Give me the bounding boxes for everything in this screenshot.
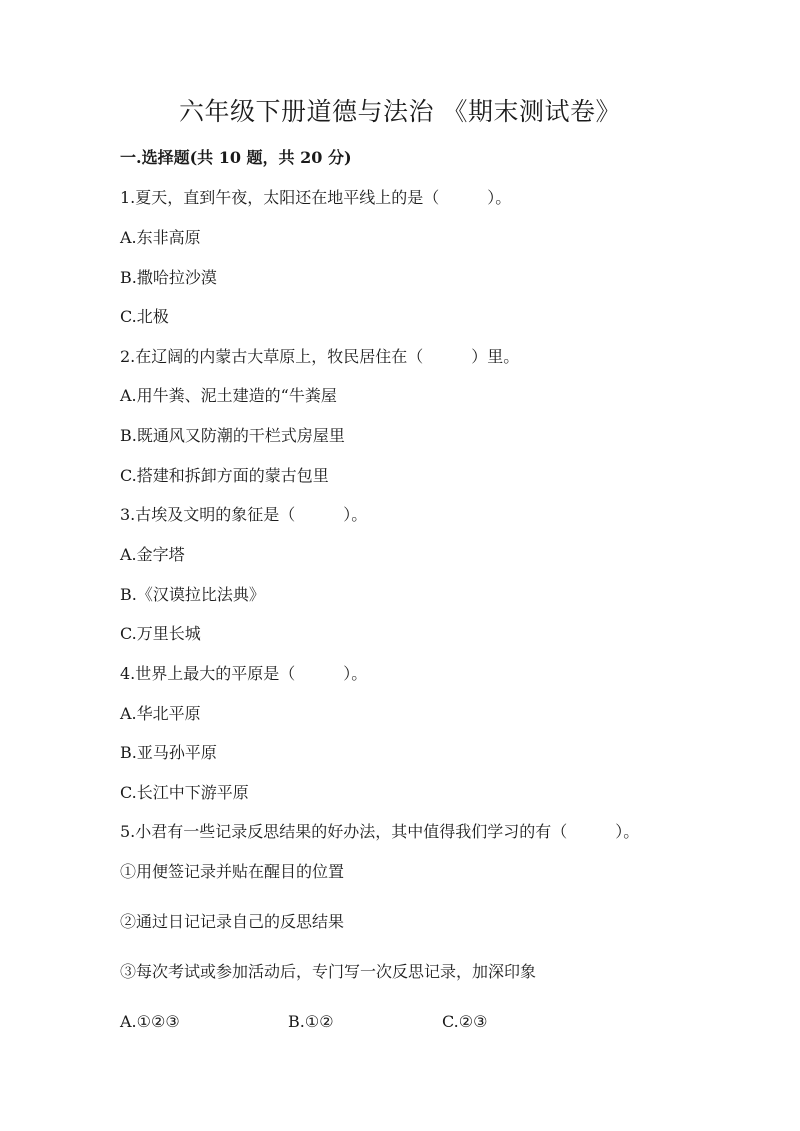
question-3-option-b: B.《汉谟拉比法典》 [120, 585, 265, 604]
question-5-statement-2: ②通过日记记录自己的反思结果 [120, 912, 345, 931]
section-heading: 一.选择题(共 10 题，共 20 分) [120, 148, 352, 167]
question-3-option-a: A.金字塔 [120, 545, 185, 564]
question-5-option-c: C.②③ [442, 1012, 488, 1031]
question-2-option-b: B.既通风又防潮的干栏式房屋里 [120, 426, 345, 445]
question-5-option-b: B.①② [288, 1012, 334, 1031]
question-1-option-c: C.北极 [120, 307, 169, 326]
question-2-stem: 2.在辽阔的内蒙古大草原上，牧民居住在（ ）里。 [120, 347, 520, 366]
page-title: 六年级下册道德与法治 《期末测试卷》 [179, 97, 621, 126]
question-5-options [120, 1010, 680, 1034]
question-5-statement-1: ①用便签记录并贴在醒目的位置 [120, 862, 345, 881]
question-5-stem: 5.小君有一些记录反思结果的好办法，其中值得我们学习的有（ ）。 [120, 822, 640, 841]
question-4-option-a: A.华北平原 [120, 704, 201, 723]
question-4-option-b: B.亚马孙平原 [120, 743, 217, 762]
question-3-option-c: C.万里长城 [120, 624, 201, 643]
question-3-stem: 3.古埃及文明的象征是（ ）。 [120, 505, 368, 524]
question-4-option-c: C.长江中下游平原 [120, 783, 249, 802]
question-5-option-a: A.①②③ [120, 1012, 180, 1031]
question-1-option-b: B.撒哈拉沙漠 [120, 268, 217, 287]
question-4-stem: 4.世界上最大的平原是（ ）。 [120, 664, 368, 683]
question-1-option-a: A.东非高原 [120, 228, 201, 247]
question-5-statement-3: ③每次考试或参加活动后，专门写一次反思记录，加深印象 [120, 962, 537, 981]
question-2-option-c: C.搭建和拆卸方面的蒙古包里 [120, 466, 329, 485]
question-2-option-a: A.用牛粪、泥土建造的“牛粪屋 [120, 386, 337, 405]
question-1-stem: 1.夏天，直到午夜，太阳还在地平线上的是（ ）。 [120, 188, 512, 207]
